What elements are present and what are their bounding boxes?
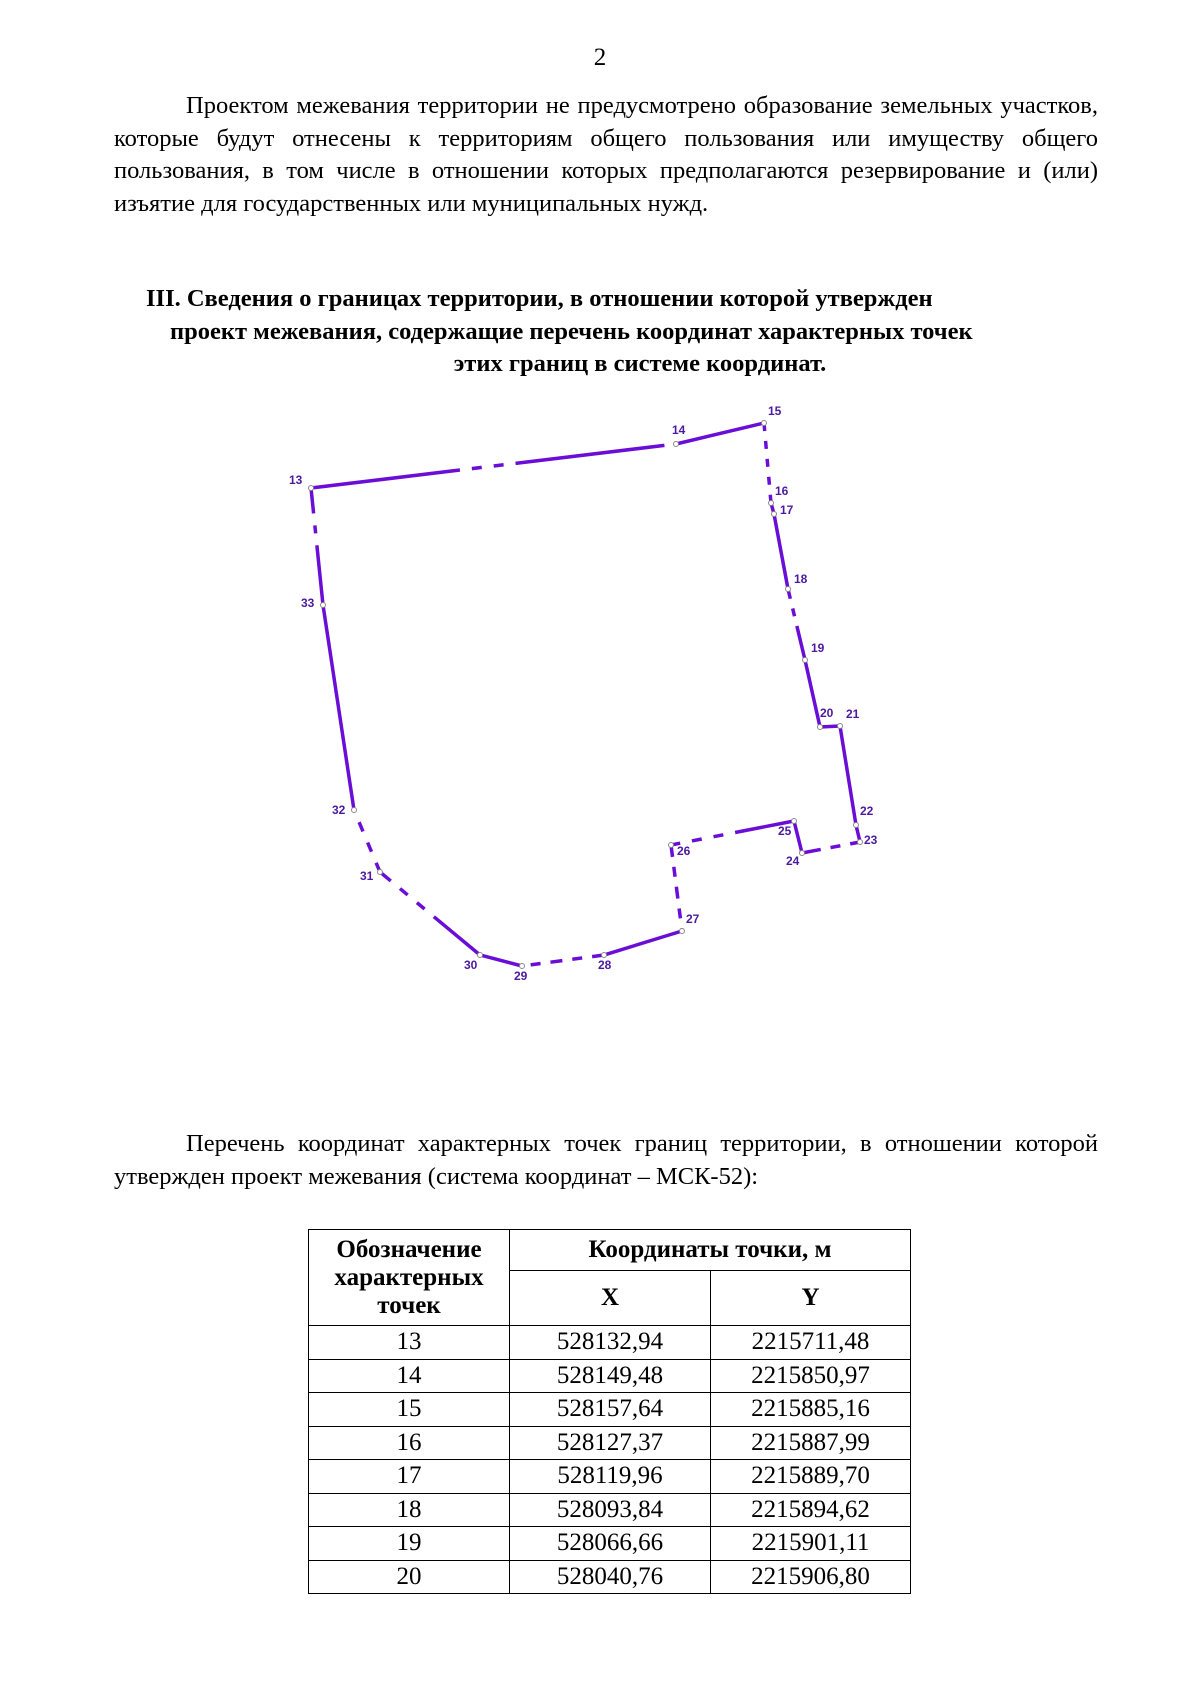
- boundary-point: [321, 603, 326, 608]
- point-label: 19: [811, 641, 825, 655]
- cell-x: 528132,94: [510, 1326, 711, 1360]
- cell-point: 16: [309, 1426, 510, 1460]
- point-label: 33: [301, 596, 315, 610]
- heading-line-3: этих границ в системе координат.: [453, 350, 827, 377]
- point-label: 17: [780, 503, 794, 517]
- cell-y: 2215901,11: [711, 1527, 911, 1561]
- point-label: 14: [672, 423, 686, 437]
- table-row: [309, 1359, 911, 1393]
- boundary-point: [769, 501, 774, 506]
- table-row: [309, 1493, 911, 1527]
- cell-y: 2215885,16: [711, 1393, 911, 1427]
- cell-y: 2215889,70: [711, 1460, 911, 1494]
- table-row: [309, 1326, 911, 1360]
- boundary-segment: [354, 810, 380, 872]
- boundary-point: [854, 823, 859, 828]
- boundary-segment: [311, 488, 323, 605]
- header-y: Y: [711, 1271, 911, 1326]
- boundary-segment: [676, 423, 764, 444]
- heading-line-2: проект межевания, содержащие перечень координат характерных точек: [170, 317, 973, 345]
- cell-x: 528157,64: [510, 1393, 711, 1427]
- boundary-point: [669, 843, 674, 848]
- boundary-segment: [805, 660, 820, 727]
- boundary-point: [478, 953, 483, 958]
- point-label: 22: [860, 804, 874, 818]
- cell-y: 2215894,62: [711, 1493, 911, 1527]
- boundary-segment: [764, 423, 771, 503]
- cell-x: 528066,66: [510, 1527, 711, 1561]
- point-label: 18: [794, 572, 808, 586]
- table-row: [309, 1560, 911, 1594]
- boundary-segment: [522, 955, 604, 966]
- coordinates-intro-paragraph: Перечень координат характерных точек границ территории, в отношении которой утвержден проект межевания (система координат – МСК-52):: [114, 1130, 1098, 1190]
- boundary-point: [792, 819, 797, 824]
- cell-y: 2215711,48: [711, 1326, 911, 1360]
- boundary-segment: [820, 726, 840, 727]
- header-points: Обозначение характерных точек: [309, 1230, 510, 1326]
- boundary-point: [818, 725, 823, 730]
- point-label: 21: [846, 707, 860, 721]
- boundary-point: [772, 512, 777, 517]
- point-label: 13: [289, 473, 303, 487]
- point-label: 27: [686, 912, 700, 926]
- point-label: 16: [775, 484, 789, 498]
- header-x: X: [510, 1271, 711, 1326]
- cell-x: 528093,84: [510, 1493, 711, 1527]
- boundary-segment: [840, 726, 856, 825]
- cell-point: 19: [309, 1527, 510, 1561]
- boundary-segment: [604, 931, 682, 955]
- boundary-point: [803, 658, 808, 663]
- boundary-segment: [311, 444, 676, 488]
- cell-x: 528149,48: [510, 1359, 711, 1393]
- cell-x: 528127,37: [510, 1426, 711, 1460]
- heading-line-1: III. Сведения о границах территории, в отношении которой утвержден: [146, 285, 933, 312]
- boundary-segment: [802, 842, 860, 853]
- cell-y: 2215850,97: [711, 1359, 911, 1393]
- point-label: 15: [768, 404, 782, 418]
- table-row: [309, 1460, 911, 1494]
- page-number: 2: [593, 44, 607, 71]
- boundary-segment: [480, 955, 522, 966]
- intro-paragraph: Проектом межевания территории не предусмотрено образование земельных участков, которые будут отнесены к территориям общего пользования или имуществу общего пользования, в том числе в отношении которых предполагаются резервирование и (или) изъятие для государственных или муниципальных нужд.: [114, 92, 1098, 217]
- table-row: [309, 1393, 911, 1427]
- boundary-segment: [671, 821, 794, 845]
- boundary-point: [602, 953, 607, 958]
- cell-point: 13: [309, 1326, 510, 1360]
- cell-point: 18: [309, 1493, 510, 1527]
- boundary-point: [838, 724, 843, 729]
- boundary-point: [309, 486, 314, 491]
- coordinates-table: [308, 1229, 911, 1594]
- cell-y: 2215887,99: [711, 1426, 911, 1460]
- point-label: 20: [820, 706, 834, 720]
- point-label: 23: [864, 833, 878, 847]
- point-label: 32: [332, 803, 346, 817]
- boundary-segment: [788, 589, 805, 660]
- cell-point: 14: [309, 1359, 510, 1393]
- boundary-point: [800, 851, 805, 856]
- boundary-point: [352, 808, 357, 813]
- boundary-point: [762, 421, 767, 426]
- point-label: 24: [786, 854, 800, 868]
- boundary-point: [858, 840, 863, 845]
- point-label: 29: [514, 969, 528, 983]
- point-label: 31: [360, 869, 374, 883]
- boundary-point: [674, 442, 679, 447]
- boundary-segment: [323, 605, 354, 810]
- cell-point: 17: [309, 1460, 510, 1494]
- cell-point: 20: [309, 1560, 510, 1594]
- point-label: 28: [598, 958, 612, 972]
- cell-x: 528040,76: [510, 1560, 711, 1594]
- boundary-segment: [794, 821, 802, 853]
- boundary-point: [520, 964, 525, 969]
- boundary-point: [680, 929, 685, 934]
- boundary-point: [786, 587, 791, 592]
- table-row: [309, 1527, 911, 1561]
- boundary-segment: [380, 872, 480, 955]
- point-label: 25: [778, 824, 792, 838]
- cell-x: 528119,96: [510, 1460, 711, 1494]
- cell-y: 2215906,80: [711, 1560, 911, 1594]
- boundary-segment: [774, 514, 788, 589]
- boundary-point: [378, 870, 383, 875]
- point-label: 26: [677, 844, 691, 858]
- point-label: 30: [464, 958, 478, 972]
- cell-point: 15: [309, 1393, 510, 1427]
- table-row: [309, 1426, 911, 1460]
- header-coords: Координаты точки, м: [510, 1230, 911, 1271]
